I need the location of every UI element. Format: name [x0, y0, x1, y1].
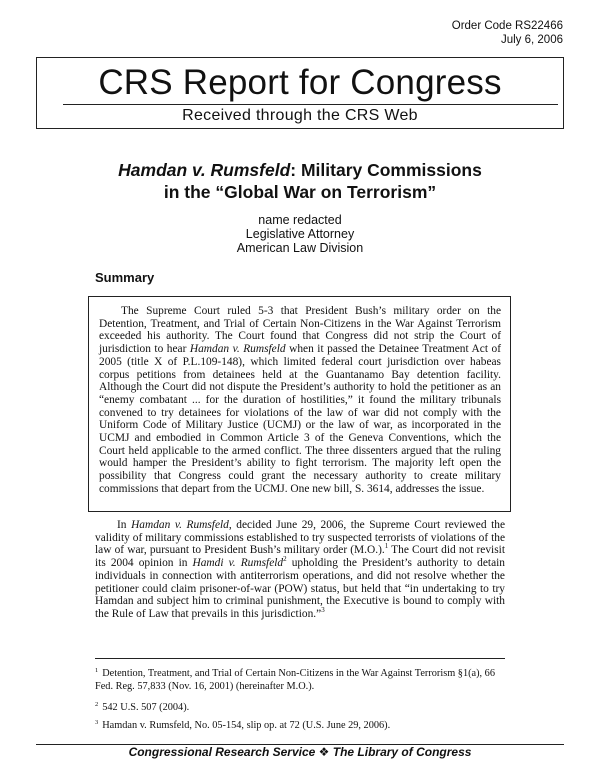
author-division: American Law Division: [236, 241, 364, 255]
body-case-hamdan: Hamdan v. Rumsfeld: [131, 519, 229, 531]
report-title-line2: in the “Global War on Terrorism”: [163, 182, 437, 202]
footnote-ref-3[interactable]: 3: [321, 606, 325, 615]
footnote-ref-2[interactable]: 2: [283, 555, 287, 564]
summary-paragraph: [99, 305, 501, 496]
author-position: Legislative Attorney: [245, 227, 355, 241]
footnote-divider: [95, 658, 505, 659]
footnote-1-text: Detention, Treatment, and Trial of Certain Non-Citizens in the War Against Terrorism §1(a), 66 Fed. Reg. 57,833 (Nov. 16, 2001) (hereinafter M.O.).: [95, 668, 495, 692]
body-text-b: , decided June 29, 2006, the Supreme Court reviewed the validity of military commissions established to try suspected terrorists of violations of the law of war, pursuant to President Bush’s military order (M.O.).: [95, 519, 505, 557]
footnote-3: [95, 720, 505, 733]
report-title-line1: [60, 159, 540, 181]
summary-heading: Summary: [95, 270, 155, 285]
footnote-ref-1[interactable]: 1: [384, 542, 389, 551]
footnote-3-number: 3: [95, 718, 99, 726]
summary-text-part1: The Supreme Court ruled 5-3 that President Bush’s military order on the Detention, Treatment, and Trial of Certain Non-Citizens in the War Against Terrorism exceeded his authority. The Court found that Congress did not strip the Court of jurisdiction to hear: [99, 305, 501, 356]
report-title-rest: : Military Commissions: [290, 160, 482, 180]
report-title: [60, 159, 540, 203]
summary-text-part2: when it passed the Detainee Treatment Act of 2005 (title X of P.L.109-148), which limited federal court jurisdiction over habeas corpus petitions from detainees held at the Guantanamo Bay detention facility. Although the Court did not dispute the President’s authority to hold the petitioner as an “enemy combatant ... for the duration of hostilities,” it found the military tribunals convened to try detainees for violations of the law of war did not comply with the Uniform Code of Military Justice (UCMJ) or the law of war, as incorporated in the UCMJ and embodied in Common Article 3 of the Geneva Conventions, which the Court held applicable to the armed conflict. The three dissenters argued that the ruling would hamper the President’s ability to fight terrorism. The majority left open the possibility that Congress could grant the necessary authority to create military commissions that depart from the UCMJ. One new bill, S. 3614, addresses the issue.: [99, 343, 501, 495]
footnote-2-text: 542 U.S. 507 (2004).: [102, 702, 190, 713]
footnote-2-number: 2: [95, 700, 99, 708]
summary-box: [88, 296, 511, 512]
footnote-1-number: 1: [95, 666, 99, 674]
body-case-hamdi: Hamdi v. Rumsfeld: [192, 557, 284, 570]
footnote-2: [95, 702, 505, 715]
body-text-d: upholding the President’s authority to detain individuals in connection with antiterrorism operations, and did not resolve whether the petitioner could claim prisoner-of-war (POW) status, but held that “in undertaking to try Hamdan and subject him to criminal punishment, the Executive is bound to comply with the Rule of Law that prevails in this jurisdiction.”: [95, 557, 505, 620]
masthead: [36, 57, 564, 129]
author-block: [0, 213, 600, 255]
report-date: July 6, 2006: [500, 34, 563, 46]
body-paragraph: [95, 519, 505, 621]
masthead-title: CRS Report for Congress: [98, 63, 502, 102]
page-footer: Congressional Research Service ❖ The Library of Congress: [128, 745, 472, 759]
order-code: Order Code RS22466: [451, 20, 563, 32]
footnote-3-text: Hamdan v. Rumsfeld, No. 05-154, slip op. at 72 (U.S. June 29, 2006).: [102, 720, 391, 731]
footnote-1: [95, 668, 505, 693]
author-name: name redacted: [258, 213, 342, 227]
masthead-divider: [63, 104, 558, 105]
order-code-block: [452, 19, 563, 47]
summary-case-name: Hamdan v. Rumsfeld: [189, 343, 286, 356]
report-title-case: Hamdan v. Rumsfeld: [118, 160, 291, 180]
body-text-c: The Court did not revisit its 2004 opinion in: [95, 544, 505, 570]
masthead-subtitle: Received through the CRS Web: [182, 107, 418, 124]
body-text-a: In: [117, 519, 132, 531]
